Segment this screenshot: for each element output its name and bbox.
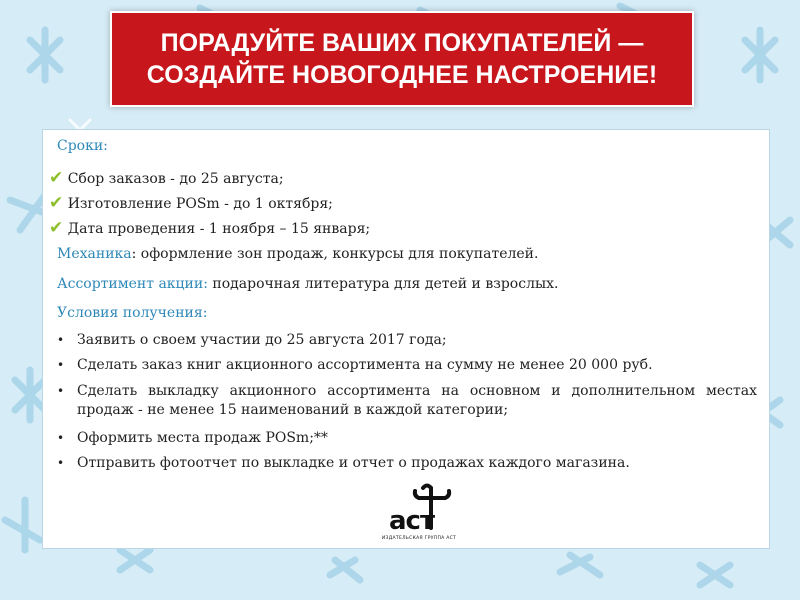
conditions-item-text: Сделать выкладку акционного ассортимента на основном и дополнительном местах продаж - не менее 15 наименований в каждой категории; (77, 383, 757, 418)
bullet-icon: • (57, 456, 65, 470)
conditions-panel (42, 129, 770, 549)
conditions-item (57, 356, 757, 376)
ast-logo-mark (369, 480, 469, 536)
terms-item (49, 218, 370, 238)
conditions-item-text: Заявить о своем участии до 25 августа 2017 года; (77, 332, 447, 348)
conditions-item-text: Сделать заказ книг акционного ассортимента на сумму не менее 20 000 руб. (77, 357, 653, 373)
terms-heading: Сроки: (57, 138, 108, 154)
ast-logo-text: аст (389, 506, 435, 536)
conditions-item (57, 331, 757, 351)
checkmark-icon: ✔ (49, 193, 64, 213)
bullet-icon: • (57, 333, 65, 347)
conditions-item (57, 429, 757, 449)
banner-title-line-2: СОЗДАЙТЕ НОВОГОДНЕЕ НАСТРОЕНИЕ! (146, 61, 658, 89)
conditions-item (57, 454, 757, 474)
banner-title-line-1: ПОРАДУЙТЕ ВАШИХ ПОКУПАТЕЛЕЙ — (160, 29, 644, 57)
mechanics-text: : оформление зон продаж, конкурсы для покупателей. (131, 246, 539, 262)
terms-item-text: Сбор заказов - до 25 августа; (67, 171, 284, 187)
conditions-item-text: Оформить места продаж POSm;** (77, 430, 328, 446)
terms-item (49, 193, 333, 213)
conditions-item-text: Отправить фотоотчет по выкладке и отчет о продажах каждого магазина. (77, 455, 630, 471)
assortment-text: подарочная литература для детей и взрослых. (207, 276, 559, 292)
ast-logo (369, 480, 469, 550)
checkmark-icon: ✔ (49, 168, 64, 188)
terms-item (49, 168, 284, 188)
terms-item-text: Изготовление POSm - до 1 октября; (67, 196, 333, 212)
bullet-icon: • (57, 384, 65, 398)
bullet-icon: • (57, 431, 65, 445)
mechanics-label: Механика (57, 246, 132, 262)
conditions-item (57, 382, 757, 422)
ast-logo-caption: ИЗДАТЕЛЬСКАЯ ГРУППА АСТ (381, 536, 457, 541)
promo-banner (110, 11, 694, 107)
bullet-icon: • (57, 358, 65, 372)
conditions-heading: Условия получения: (57, 305, 208, 321)
mechanics-line (57, 246, 538, 262)
assortment-line (57, 276, 558, 292)
assortment-label: Ассортимент акции: (57, 276, 208, 292)
checkmark-icon: ✔ (49, 218, 64, 238)
terms-item-text: Дата проведения - 1 ноября – 15 января; (67, 221, 371, 237)
